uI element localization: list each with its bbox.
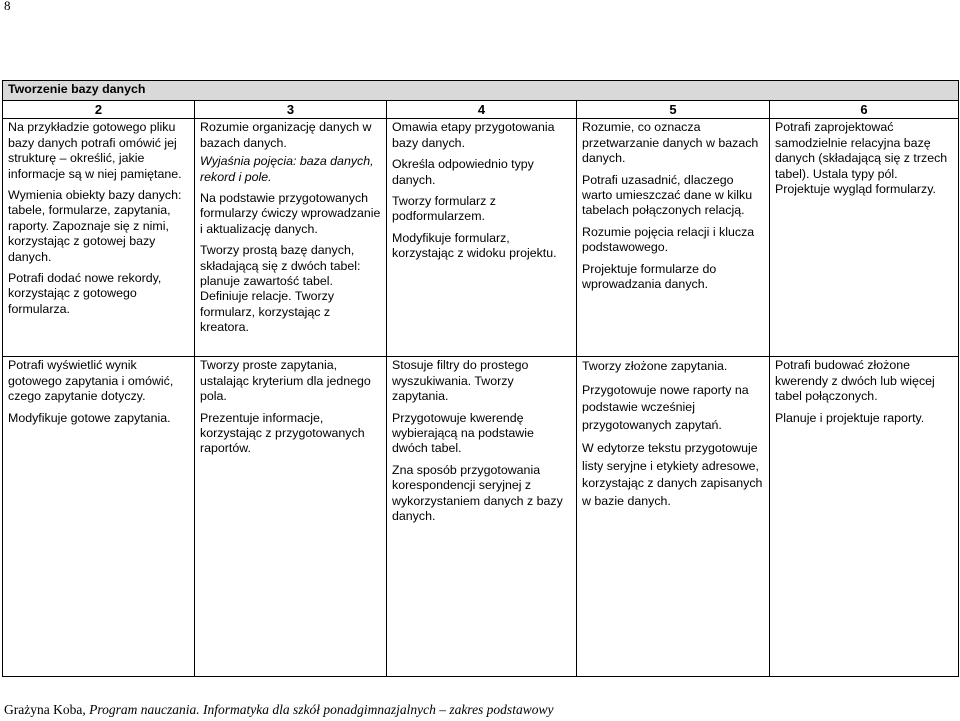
column-number: 5 xyxy=(577,101,770,119)
cell-paragraph: Tworzy proste zapytania, ustalając kryterium dla jednego pola. xyxy=(200,358,371,404)
table-cell xyxy=(3,357,195,677)
cell-paragraph: Stosuje filtry do prostego wyszukiwania. Tworzy zapytania. xyxy=(392,358,529,404)
cell-paragraph: Zna sposób przygotowania korespondencji seryjnej z wykorzystaniem danych z bazy danych. xyxy=(392,462,563,524)
curriculum-table xyxy=(2,80,959,677)
cell-paragraph: Przygotowuje kwerendę wybierającą na podstawie dwóch tabel. xyxy=(392,410,534,456)
cell-paragraph: Potrafi wyświetlić wynik gotowego zapytania i omówić, czego zapytanie dotyczy. xyxy=(8,358,174,404)
cell-paragraph: Projektuje formularze do wprowadzania danych. xyxy=(582,261,717,292)
cell-paragraph: Rozumie, co oznacza przetwarzanie danych w bazach danych. xyxy=(582,120,759,166)
table-row xyxy=(3,357,959,677)
table-cell xyxy=(387,119,577,357)
cell-paragraph: Na podstawie przygotowanych formularzy ćwiczy wprowadzanie i aktualizację danych. xyxy=(200,191,381,236)
cell-paragraph: Rozumie pojęcia relacji i klucza podstawowego. xyxy=(582,224,755,255)
footer-author: Grażyna Koba xyxy=(4,702,83,717)
cell-paragraph: Potrafi uzasadnić, dlaczego warto umieszczać dane w kilku tabelach połączonych relacją. xyxy=(582,172,753,218)
table-cell xyxy=(387,357,577,677)
cell-paragraph xyxy=(200,154,381,185)
table-cell xyxy=(577,119,770,357)
table-cell xyxy=(195,357,387,677)
column-number: 6 xyxy=(770,101,959,119)
table-cell xyxy=(3,119,195,357)
column-number-row xyxy=(3,101,959,119)
cell-paragraph: Tworzy prostą bazę danych, składającą się z dwóch tabel: planuje zawartość tabel. Definiuje relacje. Tworzy formularz, korzystając z kreatora. xyxy=(200,243,361,335)
cell-paragraph: Tworzy złożone zapytania. xyxy=(582,359,728,374)
cell-paragraph: Potrafi dodać nowe rekordy, korzystając z gotowego formularza. xyxy=(8,271,162,316)
table-title: Tworzenie bazy danych xyxy=(3,81,959,101)
page-number: 8 xyxy=(4,0,11,13)
column-number: 4 xyxy=(387,101,577,119)
table-row xyxy=(3,119,959,357)
cell-paragraph: Rozumie organizację danych w bazach danych. xyxy=(200,120,372,150)
cell-paragraph: W edytorze tekstu przygotowuje listy seryjne i etykiety adresowe, korzystając z danych zapisanych w bazie danych. xyxy=(582,441,763,508)
cell-paragraph: Prezentuje informacje, korzystając z przygotowanych raportów. xyxy=(200,410,365,456)
column-number: 3 xyxy=(195,101,387,119)
cell-paragraph: Tworzy formularz z podformularzem. xyxy=(392,194,496,224)
cell-paragraph: Planuje i projektuje raporty. xyxy=(775,410,925,425)
page-footer: Grażyna Koba, Program nauczania. Informatyka dla szkół ponadgimnazjalnych – zakres podstawowy xyxy=(4,702,554,717)
cell-paragraph: Potrafi zaprojektować samodzielnie relacyjna bazę danych (składającą się z trzech tabel). Ustala typy pól. Projektuje wygląd formularzy. xyxy=(775,120,948,197)
footer-program: Program nauczania. Informatyka dla szkół ponadgimnazjalnych – zakres podstawowy xyxy=(89,702,554,717)
cell-paragraph: Wymienia obiekty bazy danych: tabele, formularze, zapytania, raporty. Zapoznaje się z nimi, korzystając z gotowej bazy danych. xyxy=(8,188,182,264)
table-cell xyxy=(195,119,387,357)
table-cell xyxy=(770,119,959,357)
cell-paragraph: Przygotowuje nowe raporty na podstawie wcześniej przygotowanych zapytań. xyxy=(582,382,749,432)
cell-paragraph: Modyfikuje formularz, korzystając z widoku projektu. xyxy=(392,230,557,261)
cell-paragraph: Modyfikuje gotowe zapytania. xyxy=(8,410,171,425)
table-cell xyxy=(770,357,959,677)
cell-paragraph-text: Wyjaśnia pojęcia: baza danych, rekord i pole. xyxy=(200,154,374,184)
column-number: 2 xyxy=(3,101,195,119)
cell-paragraph: Określa odpowiednio typy danych. xyxy=(392,157,534,187)
table-cell xyxy=(577,357,770,677)
cell-paragraph: Omawia etapy przygotowania bazy danych. xyxy=(392,120,555,150)
cell-paragraph: Potrafi budować złożone kwerendy z dwóch lub więcej tabel połączonych. xyxy=(775,358,935,404)
cell-paragraph: Na przykładzie gotowego pliku bazy danych potrafi omówić jej strukturę – określić, jakie informacje są w niej pamiętane. xyxy=(8,120,182,181)
